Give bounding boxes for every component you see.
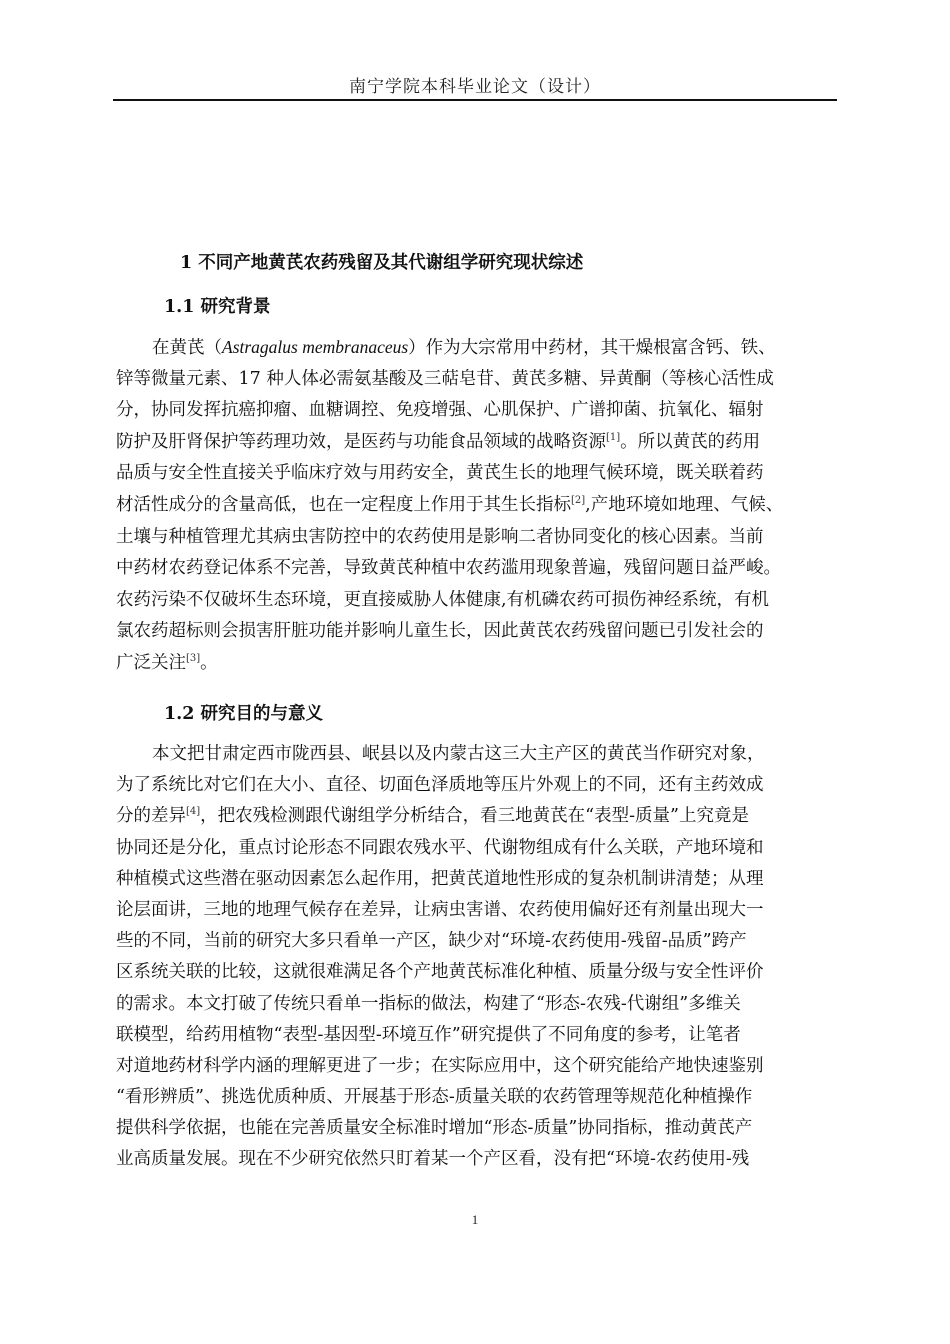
paragraph-line: “看形辨质”、挑选优质种质、开展基于形态-质量关联的农药管理等规范化种植操作 (116, 1087, 753, 1108)
paragraph-line: 种植模式这些潜在驱动因素怎么起作用，把黄芪道地性形成的复杂机制讲清楚；从理 (116, 868, 764, 889)
paragraph-line: 为了系统比对它们在大小、直径、切面色泽质地等压片外观上的不同，还有主药效成 (116, 775, 764, 796)
latin-name: Astragalus membranaceus (222, 337, 409, 357)
citation-ref: [2] (571, 495, 586, 507)
citation-ref: [1] (606, 431, 621, 443)
paragraph-line: 对道地药材科学内涵的理解更进了一步；在实际应用中，这个研究能给产地快速鉴别 (116, 1055, 764, 1076)
section-1-1-heading: 1.1 研究背景 (164, 297, 271, 317)
paragraph-line: 氯农药超标则会损害肝脏功能并影响儿童生长，因此黄芪农药残留问题已引发社会的 (116, 621, 764, 642)
page-header: 南宁学院本科毕业论文（设计） (349, 77, 601, 97)
citation-ref: [4] (186, 806, 201, 818)
paragraph-line: 在黄芪（Astragalus membranaceus）作为大宗常用中药材，其干燥根富含钙、铁、 (152, 337, 776, 358)
paragraph-line: 锌等微量元素、17 种人体必需氨基酸及三萜皂苷、黄芪多糖、异黄酮（等核心活性成 (116, 368, 774, 389)
paragraph-line: 论层面讲，三地的地理气候存在差异，让病虫害谱、农药使用偏好还有剂量出现大一 (116, 899, 764, 920)
section-1-heading: 1 不同产地黄芪农药残留及其代谢组学研究现状综述 (180, 253, 584, 273)
header-rule (113, 99, 837, 101)
page-number: 1 (471, 1212, 479, 1227)
paragraph-line: 提供科学依据，也能在完善质量安全标准时增加“形态-质量”协同指标，推动黄芪产 (116, 1118, 753, 1139)
paragraph-line: 土壤与种植管理尤其病虫害防控中的农药使用是影响二者协同变化的核心因素。当前 (116, 526, 764, 547)
paragraph-line: 品质与安全性直接关乎临床疗效与用药安全，黄芪生长的地理气候环境，既关联着药 (116, 463, 764, 484)
paragraph-line: 分的差异[4]，把农残检测跟代谢组学分析结合，看三地黄芪在“表型-质量”上究竟是 (116, 806, 749, 827)
paragraph-line: 业高质量发展。现在不少研究依然只盯着某一个产区看，没有把“环境-农药使用-残 (116, 1149, 750, 1170)
section-1-2-heading: 1.2 研究目的与意义 (164, 704, 324, 724)
paragraph-line: 区系统关联的比较，这就很难满足各个产地黄芪标准化种植、质量分级与安全性评价 (116, 962, 764, 983)
paragraph-line: 材活性成分的含量高低，也在一定程度上作用于其生长指标[2],产地环境如地理、气候、 (116, 494, 784, 515)
section-1-2-paragraph (116, 739, 840, 1176)
paragraph-line: 分，协同发挥抗癌抑瘤、血糖调控、免疫增强、心肌保护、广谱抑菌、抗氧化、辐射 (116, 400, 764, 421)
paragraph-line: 本文把甘肃定西市陇西县、岷县以及内蒙古这三大主产区的黄芪当作研究对象， (152, 744, 765, 764)
section-1-1-paragraph (116, 332, 840, 680)
paragraph-line: 农药污染不仅破坏生态环境，更直接威胁人体健康,有机磷农药可损伤神经系统，有机 (116, 589, 770, 610)
paragraph-line: 防护及肝肾保护等药理功效，是医药与功能食品领域的战略资源[1]。所以黄芪的药用 (116, 431, 761, 452)
paragraph-line: 中药材农药登记体系不完善，导致黄芪种植中农药滥用现象普遍，残留问题日益严峻。 (116, 558, 781, 579)
citation-ref: [3] (186, 653, 201, 665)
paragraph-line: 些的不同，当前的研究大多只看单一产区，缺少对“环境-农药使用-残留-品质”跨产 (116, 931, 747, 952)
paragraph-line: 协同还是分化，重点讨论形态不同跟农残水平、代谢物组成有什么关联，产地环境和 (116, 837, 764, 858)
paragraph-line: 的需求。本文打破了传统只看单一指标的做法，构建了“形态-农残-代谢组”多维关 (116, 993, 741, 1014)
paragraph-line: 联模型，给药用植物“表型-基因型-环境互作”研究提供了不同角度的参考，让笔者 (116, 1024, 741, 1045)
paragraph-line: 广泛关注[3]。 (116, 652, 218, 673)
